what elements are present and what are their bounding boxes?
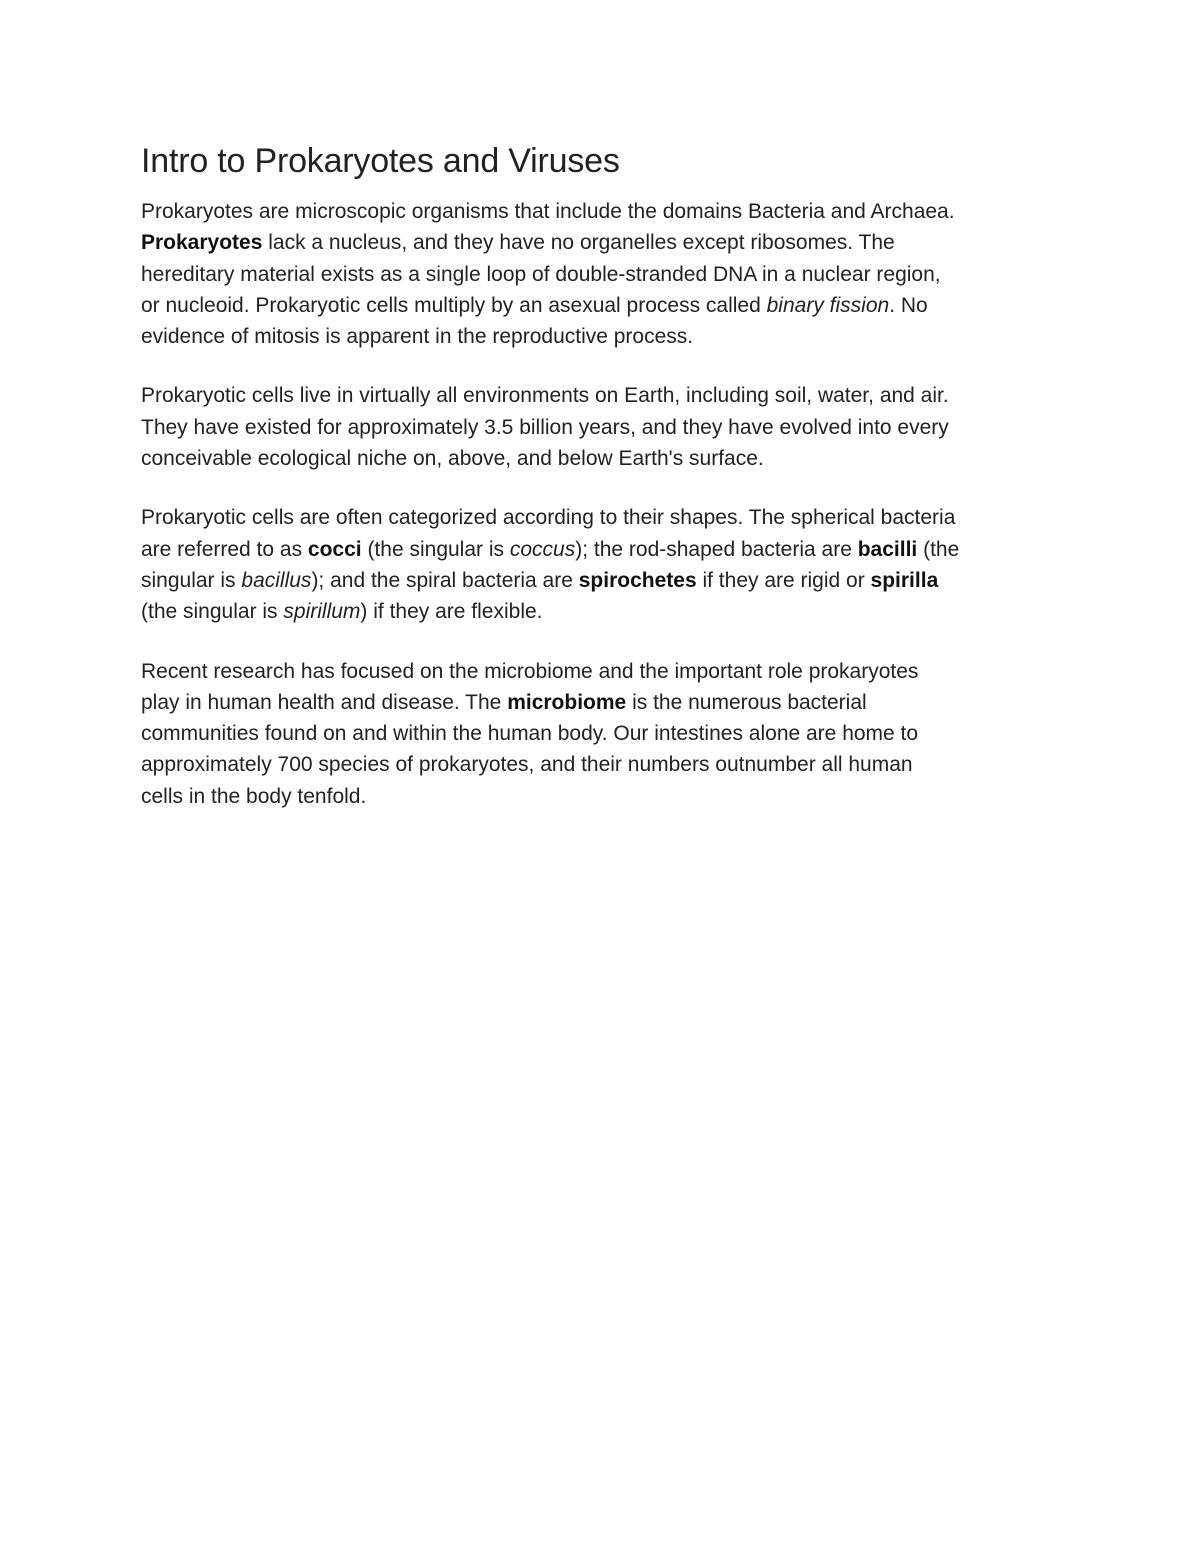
text-run: (the singular is xyxy=(361,537,510,561)
paragraph-3 xyxy=(141,502,1081,627)
text-run: ); the rod-shaped bacteria are xyxy=(575,537,858,561)
text-line xyxy=(141,718,1081,749)
text-run: lack a nucleus, and they have no organelles except ribosomes. The xyxy=(262,231,895,255)
text-line xyxy=(141,412,1081,443)
text-run: singular is xyxy=(141,568,242,592)
document-body xyxy=(141,138,1081,840)
text-run: Prokaryotes are microscopic organisms that include the domains Bacteria and Archaea. xyxy=(141,200,955,223)
italic-term: binary fission xyxy=(766,293,890,317)
paragraph-1 xyxy=(141,196,1081,352)
text-run: evidence of mitosis is apparent in the reproductive process. xyxy=(141,325,694,349)
bold-term: cocci xyxy=(307,537,362,561)
text-run: or nucleoid. Prokaryotic cells multiply by an asexual process called xyxy=(141,293,767,317)
text-line xyxy=(141,196,1081,227)
text-line xyxy=(141,687,1081,718)
text-line xyxy=(141,259,1081,290)
bold-term: Prokaryotes xyxy=(141,231,263,255)
italic-term: coccus xyxy=(509,537,576,561)
text-run: cells in the body tenfold. xyxy=(141,784,367,808)
italic-term: spirillum xyxy=(283,600,361,624)
text-line xyxy=(141,565,1081,596)
text-line xyxy=(141,656,1081,687)
text-line xyxy=(141,321,1081,352)
text-line xyxy=(141,781,1081,812)
text-line xyxy=(141,380,1081,411)
text-line xyxy=(141,534,1081,565)
bold-term: microbiome xyxy=(507,690,627,714)
text-run: (the singular is xyxy=(141,600,284,624)
text-run: if they are rigid or xyxy=(696,568,871,592)
text-run: . No xyxy=(889,293,928,317)
bold-term: spirilla xyxy=(870,568,939,592)
bold-term: bacilli xyxy=(857,537,918,561)
text-run: ); and the spiral bacteria are xyxy=(311,568,579,592)
document-title: Intro to Prokaryotes and Viruses xyxy=(141,142,620,180)
text-run: approximately 700 species of prokaryotes, and their numbers outnumber all human xyxy=(141,753,913,777)
text-line xyxy=(141,227,1081,258)
paragraph-list xyxy=(141,196,1081,812)
text-run: ) if they are flexible. xyxy=(360,600,543,624)
text-line xyxy=(141,443,1081,474)
text-run: Recent research has focused on the microbiome and the important role prokaryotes xyxy=(141,659,919,683)
text-run: communities found on and within the human body. Our intestines alone are home to xyxy=(141,722,919,746)
text-run: are referred to as xyxy=(141,537,308,561)
paragraph-4 xyxy=(141,656,1081,812)
text-run: conceivable ecological niche on, above, and below Earth's surface. xyxy=(141,447,764,471)
bold-term: spirochetes xyxy=(578,568,697,592)
italic-term: bacillus xyxy=(241,568,312,592)
text-run: hereditary material exists as a single loop of double-stranded DNA in a nuclear region, xyxy=(141,262,941,286)
text-run: They have existed for approximately 3.5 billion years, and they have evolved into every xyxy=(141,415,949,439)
paragraph-2 xyxy=(141,380,1081,474)
text-line xyxy=(141,290,1081,321)
text-run: Prokaryotic cells live in virtually all environments on Earth, including soil, water, and air. xyxy=(141,384,949,408)
text-line xyxy=(141,596,1081,627)
text-run: play in human health and disease. The xyxy=(141,690,508,714)
text-run: Prokaryotic cells are often categorized according to their shapes. The spherical bacteria xyxy=(141,506,956,530)
text-run: is the numerous bacterial xyxy=(626,690,867,714)
text-run: (the xyxy=(917,537,960,561)
text-line xyxy=(141,749,1081,780)
text-line xyxy=(141,502,1081,533)
